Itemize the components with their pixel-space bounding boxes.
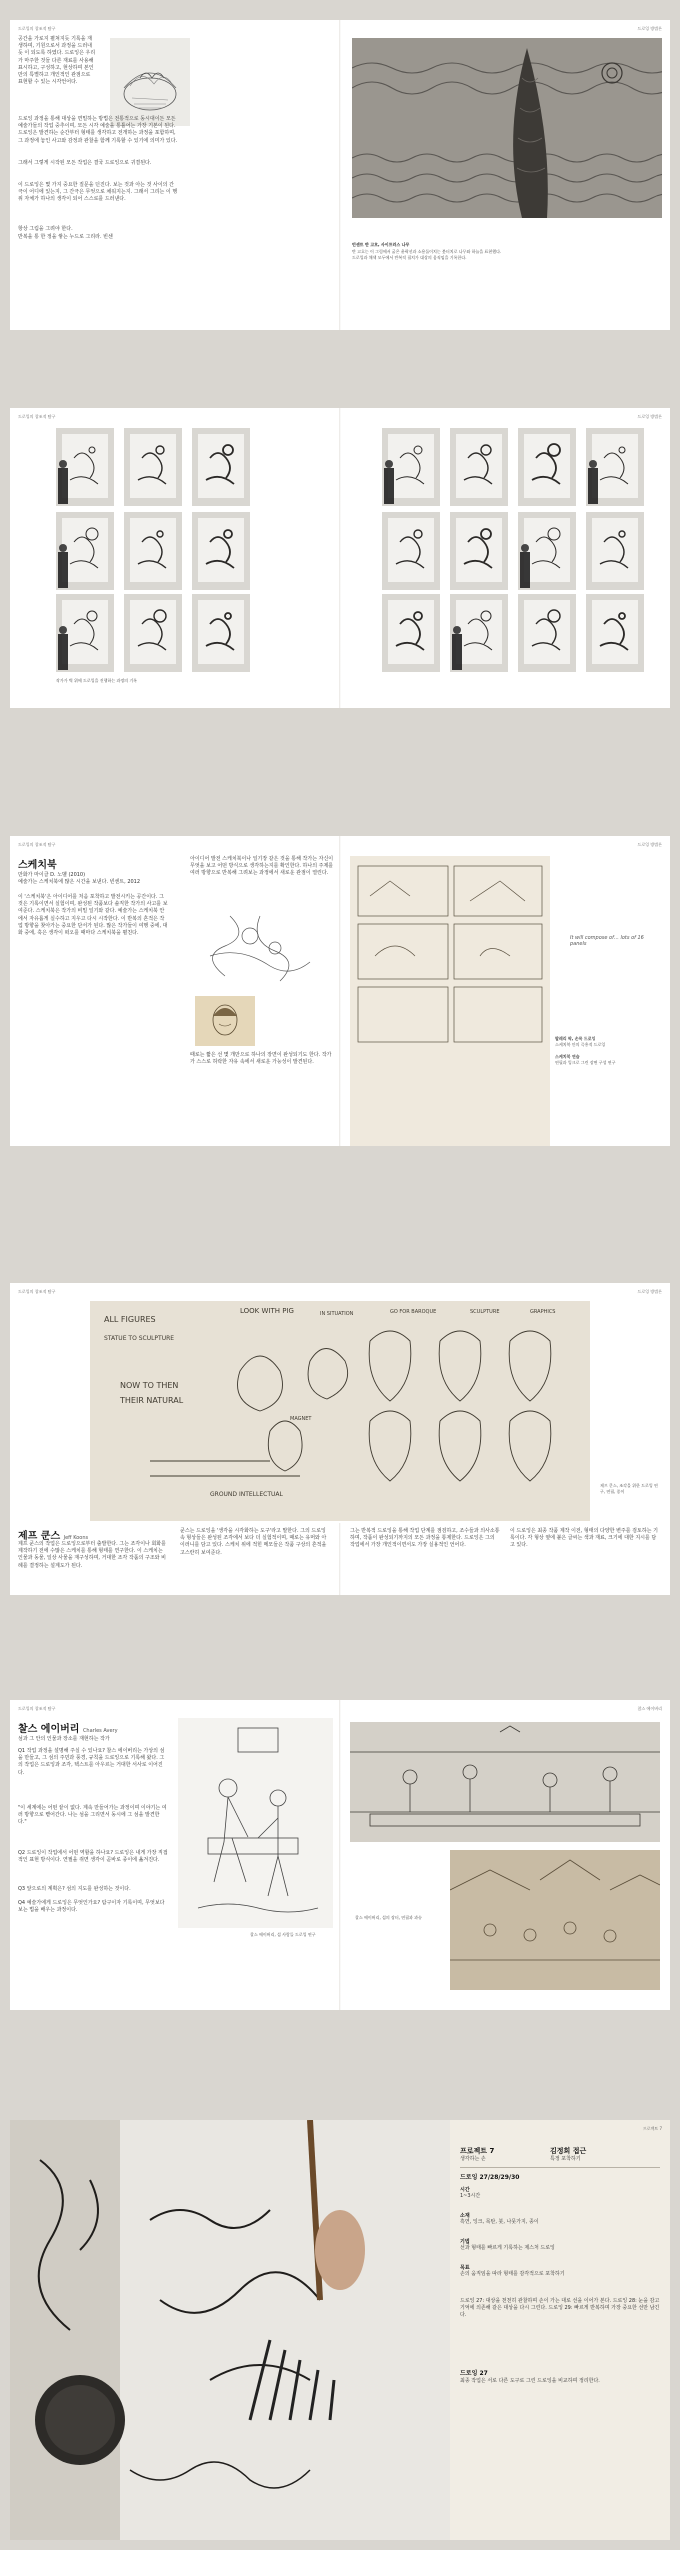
- process-photo: [56, 428, 114, 506]
- process-photo: [124, 428, 182, 506]
- process-photo: [450, 428, 508, 506]
- meta-key: 기법: [460, 2239, 470, 2245]
- running-head-book: 드로잉의 창조적 탐구: [18, 26, 56, 31]
- figure-caption-body: 연필과 잉크로 그린 장면 구성 연구: [555, 1060, 616, 1065]
- avery-market-scene: [450, 1850, 660, 1990]
- section-title-ko: 제프 쿤스: [18, 1531, 61, 1542]
- process-photo: [518, 428, 576, 506]
- process-photo: [56, 512, 114, 590]
- meta-key: 목표: [460, 2265, 470, 2271]
- section-title-latin: Jeff Koons: [63, 1535, 89, 1541]
- final-label: 드로잉 27: [460, 2370, 488, 2377]
- sketch-annotation: LOOK WITH PIG: [240, 1307, 294, 1315]
- avery-bar-scene: [350, 1722, 660, 1842]
- qa-paragraph: Q3 앞으로의 계획은? 섬의 지도를 완성하는 것이다.: [18, 1886, 131, 1892]
- subtitle: 섬과 그 안의 인물과 장소를 재현하는 작가: [18, 1736, 110, 1742]
- painting-caption-title: 빈센트 반 고흐, 사이프러스 나무: [352, 242, 410, 247]
- running-head-book: 드로잉의 창조적 탐구: [18, 842, 56, 847]
- spread-2: [10, 408, 670, 708]
- meta-key: 시간: [460, 2187, 470, 2193]
- spread-3: [10, 836, 670, 1146]
- running-head-chapter: 드로잉 방법론: [637, 414, 662, 419]
- sketch-annotation: NOW TO THEN: [120, 1381, 179, 1390]
- project-label: 프로젝트 7: [460, 2147, 495, 2155]
- spread-4: [10, 1283, 670, 1595]
- side-caption: 제프 쿤스, 조각을 위한 드로잉 연구, 연필, 종이: [600, 1483, 658, 1494]
- sketch-annotation: STATUE TO SCULPTURE: [104, 1335, 175, 1342]
- figure-caption: 찰스 에이버리, 섬의 장터, 연필과 과슈: [355, 1915, 422, 1920]
- drawing-label: 드로잉 27/28/29/30: [460, 2174, 520, 2181]
- sketch-annotation: GRAPHICS: [530, 1309, 556, 1315]
- process-photo: [586, 428, 644, 506]
- process-photo: [124, 594, 182, 672]
- process-photo: [382, 594, 440, 672]
- process-photo: [192, 512, 250, 590]
- avery-figures-drawing: [178, 1718, 333, 1928]
- meta-value: 손의 움직임을 따라 형태를 감각적으로 포착하기: [460, 2271, 565, 2277]
- project-panel: [450, 2120, 670, 2540]
- quote-paragraph: 항상 그림을 그려야 한다.: [18, 226, 73, 232]
- running-head-chapter: 참스 에이버리: [637, 1706, 662, 1711]
- meta-value: 1~3시간: [460, 2193, 481, 2199]
- process-photo: [382, 428, 440, 506]
- section-title: 스케치북: [18, 860, 57, 871]
- running-head-chapter: 프로젝트 7: [642, 2126, 662, 2131]
- spine: [339, 1523, 341, 1595]
- spine: [339, 836, 341, 1146]
- figure-caption-title: 발레리 팍, 손목 드로잉: [555, 1036, 596, 1041]
- project-steps: 드로잉 27: 대상을 천천히 관찰하며 손이 가는 대로 선을 이어가 본다. 드로잉 28: 눈을 감고 기억에 의존해 같은 대상을 다시 그린다. 드로잉 29: 빠르게 반복하며 가장 중요한 선만 남긴다.: [460, 2298, 660, 2319]
- body-column: 이 드로잉은 최종 작품 제작 이전, 형태의 다양한 변주를 검토하는 기록이다. 각 형상 옆에 붙은 글씨는 색과 재료, 크기에 대한 지시를 담고 있다.: [510, 1528, 658, 1549]
- spine: [339, 408, 341, 708]
- quote-paragraph: 이 드로잉은 몇 가지 중요한 질문을 던진다. 보는 것과 아는 것 사이의 간극이 어디에 있는지, 그 간극은 무엇으로 채워지는지. 그래서 그리는 이 행위 자체가 하나의 생각이 되어 스스로를 드러낸다.: [18, 182, 178, 203]
- body-paragraph: 그래서 그렇게 시작된 모든 작업은 결국 드로잉으로 귀결된다.: [18, 160, 152, 166]
- running-head-chapter: 드로잉 방법론: [637, 26, 662, 31]
- sketch-annotation: MAGNET: [290, 1416, 312, 1422]
- spread-1: [10, 20, 670, 330]
- process-photo: [450, 594, 508, 672]
- body-column: 이 '스케치북'은 아이디어를 처음 포착하고 발전시키는 공간이다. 그것은 기록이면서 실험이며, 완성된 작품보다 솔직한 작가의 사고를 보여준다. 스케치북은 작가의 비밀 일기와 같다. 예술가는 스케치북 안에서 자유롭게 실수하고 지우고 다시 시작한다. 이 반복의 흔적은 작업 방향을 찾아가는 중요한 단서가 된다. 많은 작가들이 여행 중에, 대화 중에, 혹은 생각이 떠오를 때마다 스케치북을 펼친다.: [18, 894, 168, 937]
- sketch-annotation: GO FOR BAROQUE: [390, 1309, 437, 1315]
- ink-drawing-photo: [10, 2120, 450, 2540]
- storyboard-sketch: [350, 856, 550, 1146]
- qa-paragraph: Q1 작업 과정을 설명해 주실 수 있나요? 찰스 에이버리는 가상의 섬을 만들고, 그 섬의 주민과 풍경, 규칙을 드로잉으로 기록해 왔다. 그의 작업은 드로잉과 조각, 텍스트를 아우르는 거대한 서사로 이어진다.: [18, 1748, 165, 1776]
- body-paragraph: 공간을 가로지 펼쳐지듯 기록을 재생하며, 기원으로서 과정을 드러내듯 이 되도록 하였다. 드로잉은 우리가 마주한 것들 다른 재료를 사용해 표시하고, 구성하고, 현상하며 본인만의 특별하고 개인적인 관점으로 표현할 수 있는 시각언어다.: [18, 36, 96, 86]
- portrait-sketch: [195, 996, 255, 1046]
- basket-drawing: [110, 38, 190, 126]
- body-column: 쿤스는 드로잉을 '생각을 시각화하는 도구'라고 말한다. 그의 드로잉 속 형상들은 완성된 조각에서 보다 더 실험적이며, 때로는 유머와 아이러니를 담고 있다. 스케치 위에 적힌 메모들은 작품 구상의 흔적을 고스란히 보여준다.: [180, 1528, 327, 1556]
- process-photo: [586, 594, 644, 672]
- meta-key: 소재: [460, 2213, 470, 2219]
- meta-value: 선과 형태를 빠르게 기록하는 제스처 드로잉: [460, 2245, 555, 2251]
- running-head-book: 드로잉의 창조적 탐구: [18, 414, 56, 419]
- running-head-chapter: 드로잉 방법론: [637, 1289, 662, 1294]
- body-column: 제프 쿤스의 작업은 드로잉으로부터 출발한다. 그는 조각이나 회화를 제작하기 전에 수많은 스케치를 통해 형태를 연구한다. 이 스케치는 인물과 동물, 일상 사물을 재구성하며, 거대한 조각 작품의 구조와 비례를 결정하는 설계도가 된다.: [18, 1541, 166, 1569]
- handwritten-note: It will compose of… lots of 16 panels: [570, 935, 644, 947]
- sketch-annotation: SCULPTURE: [470, 1309, 500, 1315]
- final-text: 최종 작업은 서로 다른 도구로 그린 드로잉을 비교하며 정리한다.: [460, 2378, 600, 2384]
- process-photo: [518, 512, 576, 590]
- section-title-ko: 찰스 에이버리: [18, 1724, 80, 1735]
- project-title: 특정 포착하기: [550, 2156, 581, 2162]
- process-photo: [586, 512, 644, 590]
- process-photo: [192, 594, 250, 672]
- sketch-annotation: GROUND INTELLECTUAL: [210, 1491, 283, 1498]
- lead-line: 예술가는 스케치북에 많은 시간을 보낸다. 빈센트, 2012: [18, 879, 141, 885]
- sketch-annotation: ALL FIGURES: [104, 1315, 156, 1324]
- process-photo: [382, 512, 440, 590]
- cypress-painting: [352, 38, 662, 218]
- process-photo: [450, 512, 508, 590]
- project-sub: 생각하는 손: [460, 2156, 486, 2162]
- spread-6: [10, 2120, 670, 2540]
- sketch-drawing: [190, 906, 330, 986]
- process-photo: [56, 594, 114, 672]
- section-title: [18, 1720, 118, 1735]
- section-title-latin: Charles Avery: [82, 1728, 118, 1734]
- quote-paragraph: 반복을 통 한 정을 쌓는 누드로 그리라. 빈센: [18, 234, 113, 240]
- lead-line: 만화가 마이클 D. 노벨 (2010): [18, 872, 86, 878]
- figure-caption-title: 스케치북 연습: [555, 1054, 580, 1059]
- sketch-annotation: THEIR NATURAL: [120, 1396, 184, 1405]
- spine: [339, 1700, 341, 2010]
- body-paragraph: 드로잉 과정을 통해 대상을 면밀하는 방법은 전통적으로 동시대이든 모든 예술가들의 작업 중추이며, 모든 시각 예술을 통틀어는 가장 기본이 된다. 드로잉은 발견하는 순간부터 형태를 생각하고 전개하는 과정을 포함하며, 그 과정에 놓인 사고와 감정과 관찰을 함께 기록할 수 있기에 의미가 있다.: [18, 116, 178, 144]
- running-head-chapter: 드로잉 방법론: [637, 842, 662, 847]
- process-photo: [192, 428, 250, 506]
- body-column: 그는 반복적 드로잉을 통해 작업 단계를 점검하고, 조수들과 의사소통하며, 작품이 완성되기까지의 모든 과정을 통제한다. 드로잉은 그의 작업에서 가장 개인적이면서도 가장 실용적인 언어다.: [350, 1528, 500, 1549]
- process-photo: [518, 594, 576, 672]
- qa-paragraph: Q4 예술가에게 드로잉은 무엇인가요? 탐구이자 기록이며, 무엇보다 보는 법을 배우는 과정이다.: [18, 1900, 165, 1914]
- body-column: 아이디어 발전 스케치북이나 일기장 같은 것을 통해 작가는 자신이 무엇을 보고 어떤 방식으로 생각하는지를 확인한다. 하나의 주제를 여러 방향으로 반복해 그려보는 과정에서 새로운 관점이 열린다.: [190, 856, 334, 877]
- process-photo: [124, 512, 182, 590]
- section-title: [18, 1527, 88, 1542]
- painting-caption-body: 반 고흐는 이 그림에서 굵은 윤곽선과 소용돌이치는 붓터치로 나무와 하늘을 표현했다. 드로잉과 채색 모두에서 반복적 필치가 대상의 움직임을 기록한다.: [352, 249, 502, 260]
- running-head-book: 드로잉의 창조적 탐구: [18, 1706, 56, 1711]
- figure-caption: 찰스 에이버리, 섬 사람들 드로잉 연구: [250, 1932, 316, 1937]
- spine: [339, 20, 341, 330]
- qa-paragraph: Q2 드로잉이 작업에서 어떤 역할을 하나요? 드로잉은 내게 가장 직접적인 표현 방식이다. 연필을 쥐면 생각이 곧바로 종이에 옮겨진다.: [18, 1850, 168, 1864]
- meta-value: 흑연, 잉크, 목탄, 붓, 나뭇가지, 종이: [460, 2219, 539, 2225]
- project-author: 김정희 접근: [550, 2147, 587, 2155]
- spread-5: [10, 1700, 670, 2010]
- jeff-koons-sketch: [90, 1301, 590, 1521]
- divider: [460, 2167, 660, 2168]
- sketch-annotation: IN SITUATION: [320, 1311, 354, 1317]
- body-column: 때로는 짧은 선 몇 개만으로 하나의 장면이 완성되기도 한다. 작가가 스스로 허락한 자유 속에서 새로운 가능성이 발견된다.: [190, 1052, 332, 1066]
- running-head-book: 드로잉의 창조적 탐구: [18, 1289, 56, 1294]
- grid-caption: 작가가 벽 위에 드로잉을 진행하는 과정의 기록: [56, 678, 138, 683]
- figure-caption-body: 스케치북 안의 즉흥적 드로잉: [555, 1042, 606, 1047]
- qa-quote: "이 세계에는 어떤 끝이 없다. 계속 만들어가는 과정이며 이야기는 여러 방향으로 뻗어간다. 나는 섬을 그리면서 동시에 그 섬을 발견한다.": [18, 1805, 167, 1826]
